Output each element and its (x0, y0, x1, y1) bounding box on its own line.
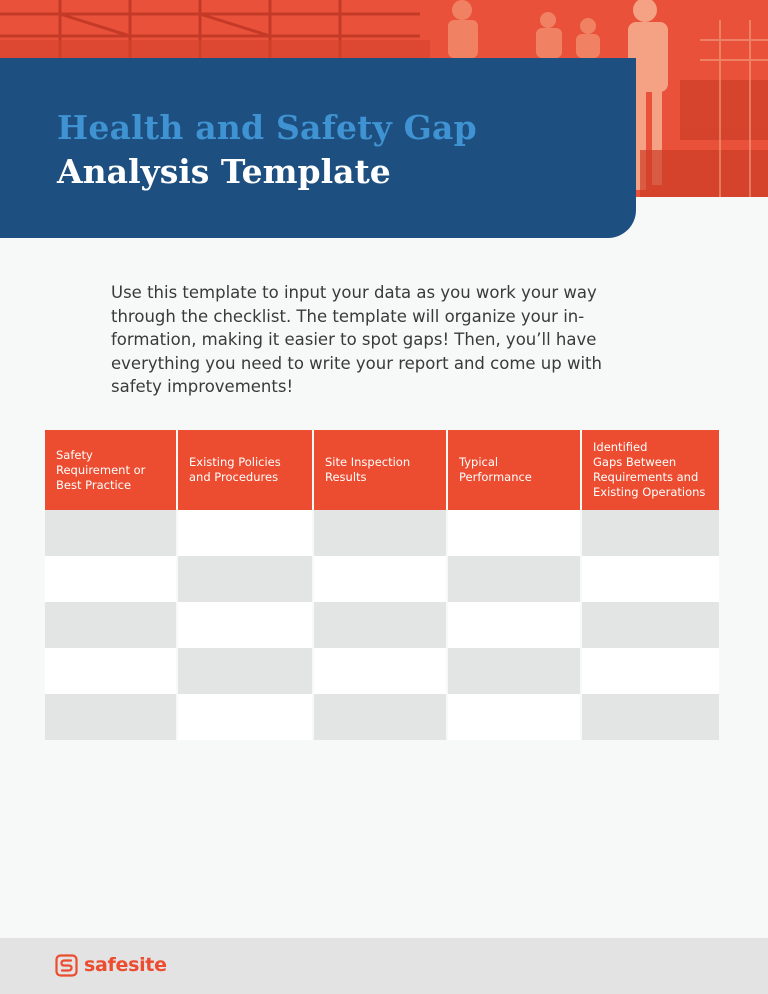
brand-name: safesite (84, 954, 167, 976)
table-cell[interactable] (177, 602, 313, 648)
column-header-label: Identified Gaps Between Requirements and Existing Operations (593, 440, 706, 499)
column-header-site-inspection (313, 430, 447, 510)
column-header-label: Site Inspection Results (325, 455, 411, 484)
page-title-line1: Health and Safety Gap (57, 108, 477, 147)
table-row (45, 602, 719, 648)
intro-line: Use this template to input your data as you work your way (111, 283, 597, 302)
column-header-typical-performance (447, 430, 581, 510)
intro-line: safety improvements! (111, 377, 294, 396)
intro-line: everything you need to write your report and come up with (111, 353, 602, 373)
table-header-row (45, 430, 719, 510)
column-header-existing-policies (177, 430, 313, 510)
table-cell[interactable] (313, 648, 447, 694)
table-cell[interactable] (313, 602, 447, 648)
table-cell[interactable] (581, 510, 719, 556)
column-header-identified-gaps (581, 430, 719, 510)
table-cell[interactable] (313, 694, 447, 740)
table-cell[interactable] (45, 556, 177, 602)
table-row (45, 648, 719, 694)
table-cell[interactable] (177, 648, 313, 694)
table-cell[interactable] (581, 694, 719, 740)
safesite-logo-icon (55, 954, 78, 977)
table-row (45, 556, 719, 602)
table-cell[interactable] (447, 648, 581, 694)
page-title-line2: Analysis Template (57, 152, 391, 191)
table-cell[interactable] (177, 510, 313, 556)
gap-analysis-table (45, 430, 719, 740)
column-header-safety-requirement (45, 430, 177, 510)
table-cell[interactable] (45, 602, 177, 648)
table-cell[interactable] (45, 694, 177, 740)
table-cell[interactable] (581, 648, 719, 694)
column-header-label: Typical Performance (459, 455, 532, 484)
intro-paragraph (111, 281, 601, 399)
table-cell[interactable] (447, 556, 581, 602)
table-cell[interactable] (177, 556, 313, 602)
table-row (45, 694, 719, 740)
table-cell[interactable] (447, 602, 581, 648)
table-cell[interactable] (581, 602, 719, 648)
table-cell[interactable] (177, 694, 313, 740)
table-cell[interactable] (581, 556, 719, 602)
table-cell[interactable] (45, 648, 177, 694)
table-cell[interactable] (45, 510, 177, 556)
intro-line: through the checklist. The template will organize your in- (111, 306, 585, 326)
table-cell[interactable] (447, 694, 581, 740)
table-cell[interactable] (313, 556, 447, 602)
column-header-label: Existing Policies and Procedures (189, 455, 281, 484)
table-row (45, 510, 719, 556)
column-header-label: Safety Requirement or Best Practice (56, 447, 146, 492)
table-body (45, 510, 719, 740)
table-cell[interactable] (313, 510, 447, 556)
table-cell[interactable] (447, 510, 581, 556)
intro-line: formation, making it easier to spot gaps! Then, you’ll have (111, 330, 597, 349)
